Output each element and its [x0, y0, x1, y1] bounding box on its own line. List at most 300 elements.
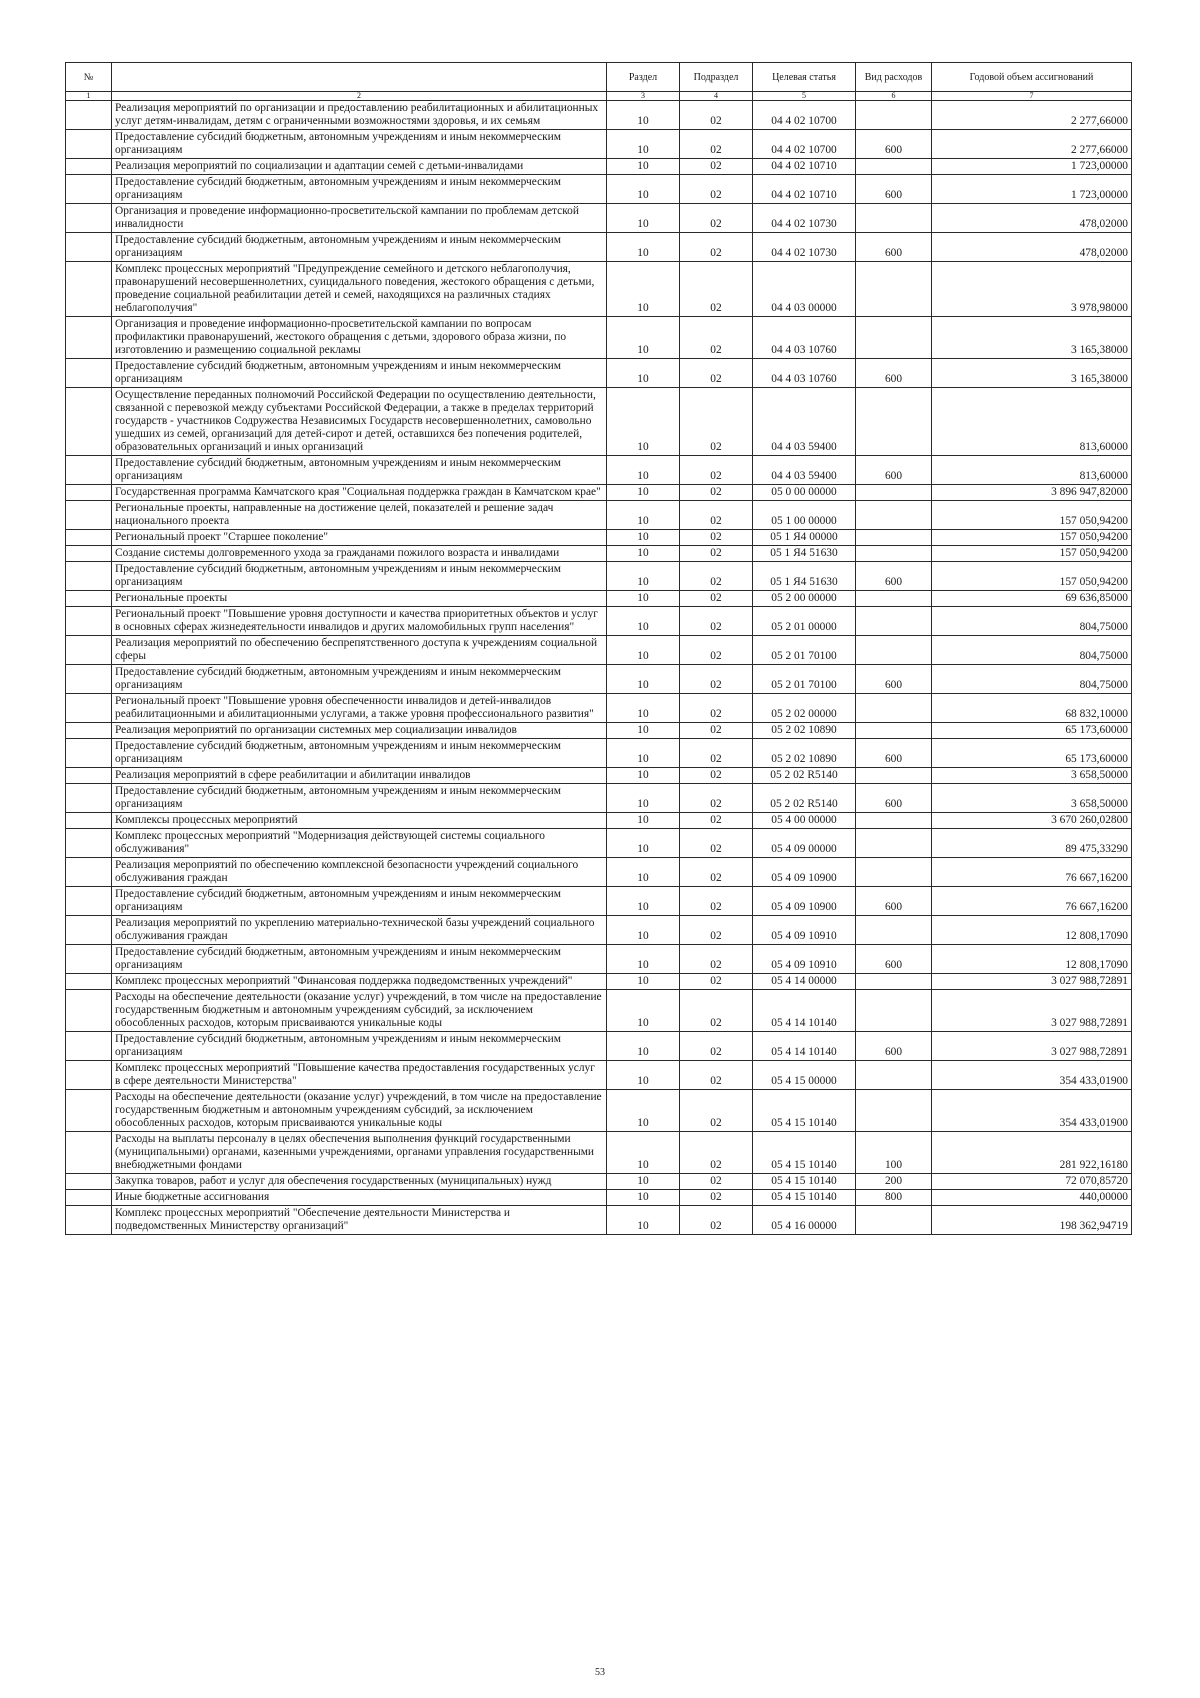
table-row [66, 974, 1132, 990]
table-row [66, 530, 1132, 546]
row-target-article-cell: 04 4 02 10730 [753, 204, 856, 233]
row-amount-cell: 3 658,50000 [932, 768, 1132, 784]
row-name-cell: Создание системы долговременного ухода за гражданами пожилого возраста и инвалидами [112, 546, 607, 562]
table-row [66, 990, 1132, 1032]
column-number: 7 [932, 92, 1132, 101]
row-expense-type-cell [856, 546, 932, 562]
row-amount-cell: 478,02000 [932, 233, 1132, 262]
row-target-article-cell: 05 4 16 00000 [753, 1206, 856, 1235]
row-amount-cell: 1 723,00000 [932, 175, 1132, 204]
row-number-cell [66, 317, 112, 359]
row-name-cell: Предоставление субсидий бюджетным, автономным учреждениям и иным некоммерческим организациям [112, 130, 607, 159]
row-target-article-cell: 05 4 15 10140 [753, 1190, 856, 1206]
row-target-article-cell: 05 2 02 10890 [753, 723, 856, 739]
row-name-cell: Предоставление субсидий бюджетным, автономным учреждениям и иным некоммерческим организациям [112, 945, 607, 974]
row-target-article-cell: 05 4 14 00000 [753, 974, 856, 990]
row-name-cell: Расходы на выплаты персоналу в целях обеспечения выполнения функций государственными (муниципальными) органами, казенными учреждениями, органами управления государственными внебюджетными фондами [112, 1132, 607, 1174]
row-subsection-cell: 02 [680, 359, 753, 388]
row-amount-cell: 157 050,94200 [932, 501, 1132, 530]
table-row [66, 501, 1132, 530]
row-number-cell [66, 1174, 112, 1190]
row-expense-type-cell: 100 [856, 1132, 932, 1174]
row-number-cell [66, 1090, 112, 1132]
row-target-article-cell: 05 4 09 10910 [753, 916, 856, 945]
row-target-article-cell: 04 4 03 10760 [753, 317, 856, 359]
column-number: 2 [112, 92, 607, 101]
row-target-article-cell: 05 2 02 R5140 [753, 784, 856, 813]
row-number-cell [66, 607, 112, 636]
row-target-article-cell: 04 4 03 59400 [753, 456, 856, 485]
row-target-article-cell: 04 4 03 59400 [753, 388, 856, 456]
row-subsection-cell: 02 [680, 204, 753, 233]
row-amount-cell: 68 832,10000 [932, 694, 1132, 723]
row-expense-type-cell: 600 [856, 456, 932, 485]
table-row [66, 1032, 1132, 1061]
row-name-cell: Комплекс процессных мероприятий "Повышение качества предоставления государственных услуг в сфере деятельности Министерства" [112, 1061, 607, 1090]
row-number-cell [66, 159, 112, 175]
row-target-article-cell: 05 4 15 10140 [753, 1174, 856, 1190]
row-amount-cell: 3 027 988,72891 [932, 990, 1132, 1032]
row-number-cell [66, 501, 112, 530]
table-row [66, 768, 1132, 784]
table-row [66, 1206, 1132, 1235]
row-number-cell [66, 546, 112, 562]
table-row [66, 607, 1132, 636]
row-amount-cell: 2 277,66000 [932, 101, 1132, 130]
row-target-article-cell: 05 2 01 00000 [753, 607, 856, 636]
row-subsection-cell: 02 [680, 607, 753, 636]
row-section-cell: 10 [607, 784, 680, 813]
row-subsection-cell: 02 [680, 546, 753, 562]
row-subsection-cell: 02 [680, 739, 753, 768]
row-number-cell [66, 829, 112, 858]
row-name-cell: Региональные проекты, направленные на достижение целей, показателей и решение задач национального проекта [112, 501, 607, 530]
header-annual-volume: Годовой объем ассигнований [932, 63, 1132, 92]
table-row [66, 456, 1132, 485]
row-subsection-cell: 02 [680, 591, 753, 607]
row-section-cell: 10 [607, 485, 680, 501]
table-row [66, 204, 1132, 233]
row-subsection-cell: 02 [680, 813, 753, 829]
row-section-cell: 10 [607, 591, 680, 607]
table-row [66, 388, 1132, 456]
row-target-article-cell: 05 1 Я4 51630 [753, 546, 856, 562]
row-name-cell: Предоставление субсидий бюджетным, автономным учреждениям и иным некоммерческим организациям [112, 665, 607, 694]
column-number: 5 [753, 92, 856, 101]
row-number-cell [66, 694, 112, 723]
row-expense-type-cell [856, 501, 932, 530]
row-number-cell [66, 359, 112, 388]
table-row [66, 262, 1132, 317]
row-subsection-cell: 02 [680, 530, 753, 546]
row-section-cell: 10 [607, 829, 680, 858]
row-target-article-cell: 05 4 15 10140 [753, 1090, 856, 1132]
row-number-cell [66, 665, 112, 694]
row-subsection-cell: 02 [680, 159, 753, 175]
row-amount-cell: 354 433,01900 [932, 1090, 1132, 1132]
row-section-cell: 10 [607, 1206, 680, 1235]
row-amount-cell: 12 808,17090 [932, 916, 1132, 945]
table-row [66, 829, 1132, 858]
row-number-cell [66, 562, 112, 591]
header-subsection: Подраздел [680, 63, 753, 92]
row-target-article-cell: 05 2 00 00000 [753, 591, 856, 607]
row-amount-cell: 72 070,85720 [932, 1174, 1132, 1190]
row-section-cell: 10 [607, 1090, 680, 1132]
row-amount-cell: 1 723,00000 [932, 159, 1132, 175]
row-target-article-cell: 05 4 00 00000 [753, 813, 856, 829]
row-target-article-cell: 04 4 02 10730 [753, 233, 856, 262]
row-number-cell [66, 1032, 112, 1061]
table-row [66, 945, 1132, 974]
row-section-cell: 10 [607, 636, 680, 665]
table-row [66, 694, 1132, 723]
row-name-cell: Предоставление субсидий бюджетным, автономным учреждениям и иным некоммерческим организациям [112, 739, 607, 768]
row-amount-cell: 3 896 947,82000 [932, 485, 1132, 501]
row-subsection-cell: 02 [680, 916, 753, 945]
row-number-cell [66, 739, 112, 768]
row-expense-type-cell [856, 768, 932, 784]
row-subsection-cell: 02 [680, 233, 753, 262]
row-section-cell: 10 [607, 1132, 680, 1174]
row-target-article-cell: 05 4 09 10900 [753, 858, 856, 887]
row-number-cell [66, 233, 112, 262]
row-subsection-cell: 02 [680, 456, 753, 485]
row-name-cell: Комплексы процессных мероприятий [112, 813, 607, 829]
table-column-number-row [66, 92, 1132, 101]
row-amount-cell: 3 165,38000 [932, 317, 1132, 359]
row-name-cell: Региональный проект "Старшее поколение" [112, 530, 607, 546]
row-section-cell: 10 [607, 974, 680, 990]
row-subsection-cell: 02 [680, 636, 753, 665]
row-section-cell: 10 [607, 359, 680, 388]
row-name-cell: Реализация мероприятий по организации системных мер социализации инвалидов [112, 723, 607, 739]
row-expense-type-cell [856, 204, 932, 233]
row-expense-type-cell: 600 [856, 175, 932, 204]
row-name-cell: Реализация мероприятий по обеспечению комплексной безопасности учреждений социального обслуживания граждан [112, 858, 607, 887]
row-section-cell: 10 [607, 501, 680, 530]
row-name-cell: Предоставление субсидий бюджетным, автономным учреждениям и иным некоммерческим организациям [112, 233, 607, 262]
row-number-cell [66, 101, 112, 130]
row-target-article-cell: 05 2 02 10890 [753, 739, 856, 768]
row-section-cell: 10 [607, 768, 680, 784]
table-row [66, 130, 1132, 159]
row-subsection-cell: 02 [680, 1190, 753, 1206]
row-expense-type-cell [856, 101, 932, 130]
row-name-cell: Организация и проведение информационно-просветительской кампании по вопросам профилактики правонарушений, жестокого обращения с детьми, здорового образа жизни, по изготовлению и размещению социальной рекламы [112, 317, 607, 359]
table-row [66, 636, 1132, 665]
row-section-cell: 10 [607, 101, 680, 130]
row-target-article-cell: 05 4 09 10910 [753, 945, 856, 974]
row-expense-type-cell [856, 1061, 932, 1090]
row-target-article-cell: 05 4 14 10140 [753, 1032, 856, 1061]
row-number-cell [66, 723, 112, 739]
row-name-cell: Реализация мероприятий по организации и предоставлению реабилитационных и абилитационных услуг детям-инвалидам, детям с ограниченными возможностями здоровья, и их семьям [112, 101, 607, 130]
row-section-cell: 10 [607, 262, 680, 317]
column-number: 3 [607, 92, 680, 101]
row-expense-type-cell [856, 607, 932, 636]
row-expense-type-cell [856, 990, 932, 1032]
row-target-article-cell: 05 2 02 R5140 [753, 768, 856, 784]
row-target-article-cell: 05 4 15 10140 [753, 1132, 856, 1174]
row-amount-cell: 804,75000 [932, 665, 1132, 694]
row-name-cell: Предоставление субсидий бюджетным, автономным учреждениям и иным некоммерческим организациям [112, 359, 607, 388]
row-number-cell [66, 175, 112, 204]
table-body [66, 101, 1132, 1235]
row-subsection-cell: 02 [680, 562, 753, 591]
row-expense-type-cell [856, 916, 932, 945]
row-number-cell [66, 858, 112, 887]
row-section-cell: 10 [607, 739, 680, 768]
row-name-cell: Осуществление переданных полномочий Российской Федерации по осуществлению деятельности, связанной с перевозкой между субъектами Российской Федерации, а также в пределах территорий государств - участников Содружества Независимых Государств несовершеннолетних, самовольно ушедших из семей, организаций для детей-сирот и детей, оставшихся без попечения родителей, образовательных организаций и иных организаций [112, 388, 607, 456]
row-number-cell [66, 990, 112, 1032]
row-section-cell: 10 [607, 562, 680, 591]
table-row [66, 359, 1132, 388]
row-section-cell: 10 [607, 665, 680, 694]
row-expense-type-cell: 600 [856, 665, 932, 694]
row-subsection-cell: 02 [680, 829, 753, 858]
header-target-article: Целевая статья [753, 63, 856, 92]
row-section-cell: 10 [607, 317, 680, 359]
row-subsection-cell: 02 [680, 262, 753, 317]
row-expense-type-cell: 600 [856, 945, 932, 974]
page-number: 53 [595, 1667, 605, 1678]
row-expense-type-cell [856, 829, 932, 858]
row-amount-cell: 65 173,60000 [932, 723, 1132, 739]
row-name-cell: Предоставление субсидий бюджетным, автономным учреждениям и иным некоммерческим организациям [112, 175, 607, 204]
row-subsection-cell: 02 [680, 665, 753, 694]
row-target-article-cell: 04 4 02 10710 [753, 159, 856, 175]
row-amount-cell: 76 667,16200 [932, 887, 1132, 916]
row-amount-cell: 354 433,01900 [932, 1061, 1132, 1090]
table-row [66, 233, 1132, 262]
row-subsection-cell: 02 [680, 1132, 753, 1174]
table-row [66, 546, 1132, 562]
row-amount-cell: 3 658,50000 [932, 784, 1132, 813]
table-row [66, 175, 1132, 204]
row-amount-cell: 12 808,17090 [932, 945, 1132, 974]
row-number-cell [66, 130, 112, 159]
table-row [66, 317, 1132, 359]
row-number-cell [66, 485, 112, 501]
row-target-article-cell: 05 4 09 10900 [753, 887, 856, 916]
row-subsection-cell: 02 [680, 974, 753, 990]
row-expense-type-cell [856, 262, 932, 317]
row-expense-type-cell: 600 [856, 784, 932, 813]
row-expense-type-cell: 600 [856, 130, 932, 159]
row-amount-cell: 804,75000 [932, 607, 1132, 636]
row-amount-cell: 478,02000 [932, 204, 1132, 233]
row-target-article-cell: 04 4 02 10710 [753, 175, 856, 204]
table-row [66, 665, 1132, 694]
row-section-cell: 10 [607, 1190, 680, 1206]
row-subsection-cell: 02 [680, 784, 753, 813]
row-section-cell: 10 [607, 175, 680, 204]
row-amount-cell: 65 173,60000 [932, 739, 1132, 768]
table-row [66, 784, 1132, 813]
row-section-cell: 10 [607, 916, 680, 945]
row-number-cell [66, 591, 112, 607]
row-name-cell: Предоставление субсидий бюджетным, автономным учреждениям и иным некоммерческим организациям [112, 887, 607, 916]
row-subsection-cell: 02 [680, 858, 753, 887]
row-section-cell: 10 [607, 858, 680, 887]
table-row [66, 739, 1132, 768]
table-row [66, 887, 1132, 916]
row-expense-type-cell: 600 [856, 1032, 932, 1061]
row-name-cell: Иные бюджетные ассигнования [112, 1190, 607, 1206]
header-name [112, 63, 607, 92]
row-number-cell [66, 1190, 112, 1206]
row-expense-type-cell [856, 1206, 932, 1235]
row-name-cell: Предоставление субсидий бюджетным, автономным учреждениям и иным некоммерческим организациям [112, 1032, 607, 1061]
row-expense-type-cell [856, 858, 932, 887]
row-subsection-cell: 02 [680, 1032, 753, 1061]
budget-table [65, 62, 1132, 1235]
row-amount-cell: 813,60000 [932, 456, 1132, 485]
row-subsection-cell: 02 [680, 1061, 753, 1090]
row-amount-cell: 69 636,85000 [932, 591, 1132, 607]
row-subsection-cell: 02 [680, 485, 753, 501]
row-number-cell [66, 636, 112, 665]
row-amount-cell: 2 277,66000 [932, 130, 1132, 159]
row-expense-type-cell: 600 [856, 887, 932, 916]
row-number-cell [66, 784, 112, 813]
row-expense-type-cell: 600 [856, 739, 932, 768]
row-target-article-cell: 05 4 14 10140 [753, 990, 856, 1032]
row-subsection-cell: 02 [680, 887, 753, 916]
row-number-cell [66, 887, 112, 916]
row-section-cell: 10 [607, 456, 680, 485]
row-target-article-cell: 05 2 01 70100 [753, 665, 856, 694]
row-number-cell [66, 974, 112, 990]
row-target-article-cell: 05 4 15 00000 [753, 1061, 856, 1090]
row-number-cell [66, 1132, 112, 1174]
row-amount-cell: 3 978,98000 [932, 262, 1132, 317]
row-subsection-cell: 02 [680, 130, 753, 159]
row-section-cell: 10 [607, 813, 680, 829]
row-amount-cell: 3 027 988,72891 [932, 974, 1132, 990]
row-amount-cell: 3 670 260,02800 [932, 813, 1132, 829]
table-row [66, 485, 1132, 501]
row-subsection-cell: 02 [680, 101, 753, 130]
row-number-cell [66, 456, 112, 485]
row-section-cell: 10 [607, 530, 680, 546]
row-section-cell: 10 [607, 1032, 680, 1061]
row-expense-type-cell [856, 485, 932, 501]
row-number-cell [66, 204, 112, 233]
row-name-cell: Комплекс процессных мероприятий "Финансовая поддержка подведомственных учреждений" [112, 974, 607, 990]
row-expense-type-cell [856, 317, 932, 359]
row-target-article-cell: 05 1 Я4 51630 [753, 562, 856, 591]
row-section-cell: 10 [607, 159, 680, 175]
row-name-cell: Государственная программа Камчатского края "Социальная поддержка граждан в Камчатском крае" [112, 485, 607, 501]
row-expense-type-cell: 200 [856, 1174, 932, 1190]
row-name-cell: Реализация мероприятий по социализации и адаптации семей с детьми-инвалидами [112, 159, 607, 175]
row-amount-cell: 198 362,94719 [932, 1206, 1132, 1235]
row-expense-type-cell [856, 813, 932, 829]
row-subsection-cell: 02 [680, 1206, 753, 1235]
table-row [66, 1090, 1132, 1132]
row-subsection-cell: 02 [680, 694, 753, 723]
header-section: Раздел [607, 63, 680, 92]
row-target-article-cell: 05 2 01 70100 [753, 636, 856, 665]
row-number-cell [66, 388, 112, 456]
table-row [66, 1132, 1132, 1174]
row-expense-type-cell [856, 388, 932, 456]
row-name-cell: Комплекс процессных мероприятий "Модернизация действующей системы социального обслуживания" [112, 829, 607, 858]
row-expense-type-cell [856, 159, 932, 175]
row-subsection-cell: 02 [680, 945, 753, 974]
row-number-cell [66, 813, 112, 829]
row-name-cell: Предоставление субсидий бюджетным, автономным учреждениям и иным некоммерческим организациям [112, 784, 607, 813]
row-subsection-cell: 02 [680, 175, 753, 204]
row-section-cell: 10 [607, 546, 680, 562]
row-subsection-cell: 02 [680, 1174, 753, 1190]
row-section-cell: 10 [607, 130, 680, 159]
row-name-cell: Предоставление субсидий бюджетным, автономным учреждениям и иным некоммерческим организациям [112, 456, 607, 485]
row-expense-type-cell [856, 591, 932, 607]
row-number-cell [66, 530, 112, 546]
row-amount-cell: 281 922,16180 [932, 1132, 1132, 1174]
table-row [66, 562, 1132, 591]
table-header-row [66, 63, 1132, 92]
row-target-article-cell: 05 4 09 00000 [753, 829, 856, 858]
table-row [66, 723, 1132, 739]
row-section-cell: 10 [607, 204, 680, 233]
header-expense-type: Вид расходов [856, 63, 932, 92]
row-section-cell: 10 [607, 990, 680, 1032]
row-name-cell: Расходы на обеспечение деятельности (оказание услуг) учреждений, в том числе на предоставление государственным бюджетным и автономным учреждениям субсидий, за исключением обособленных расходов, которым присваиваются уникальные коды [112, 1090, 607, 1132]
table-row [66, 916, 1132, 945]
table-row [66, 858, 1132, 887]
row-amount-cell: 157 050,94200 [932, 530, 1132, 546]
row-number-cell [66, 916, 112, 945]
row-expense-type-cell: 600 [856, 359, 932, 388]
row-subsection-cell: 02 [680, 317, 753, 359]
row-section-cell: 10 [607, 945, 680, 974]
row-name-cell: Региональные проекты [112, 591, 607, 607]
table-row [66, 1061, 1132, 1090]
row-expense-type-cell: 800 [856, 1190, 932, 1206]
row-amount-cell: 440,00000 [932, 1190, 1132, 1206]
row-name-cell: Предоставление субсидий бюджетным, автономным учреждениям и иным некоммерческим организациям [112, 562, 607, 591]
row-section-cell: 10 [607, 887, 680, 916]
table-row [66, 1174, 1132, 1190]
row-expense-type-cell [856, 530, 932, 546]
row-amount-cell: 813,60000 [932, 388, 1132, 456]
column-number: 6 [856, 92, 932, 101]
row-subsection-cell: 02 [680, 768, 753, 784]
row-name-cell: Расходы на обеспечение деятельности (оказание услуг) учреждений, в том числе на предоставление государственным бюджетным и автономным учреждениям субсидий, за исключением обособленных расходов, которым присваиваются уникальные коды [112, 990, 607, 1032]
row-amount-cell: 157 050,94200 [932, 546, 1132, 562]
table-row [66, 1190, 1132, 1206]
table-row [66, 101, 1132, 130]
row-section-cell: 10 [607, 233, 680, 262]
table-row [66, 813, 1132, 829]
row-subsection-cell: 02 [680, 990, 753, 1032]
row-section-cell: 10 [607, 1174, 680, 1190]
row-amount-cell: 89 475,33290 [932, 829, 1132, 858]
row-expense-type-cell: 600 [856, 562, 932, 591]
row-expense-type-cell [856, 1090, 932, 1132]
row-target-article-cell: 04 4 03 10760 [753, 359, 856, 388]
row-name-cell: Реализация мероприятий по укреплению материально-технической базы учреждений социального обслуживания граждан [112, 916, 607, 945]
row-amount-cell: 76 667,16200 [932, 858, 1132, 887]
header-number: № [66, 63, 112, 92]
row-section-cell: 10 [607, 388, 680, 456]
row-number-cell [66, 1206, 112, 1235]
row-subsection-cell: 02 [680, 388, 753, 456]
